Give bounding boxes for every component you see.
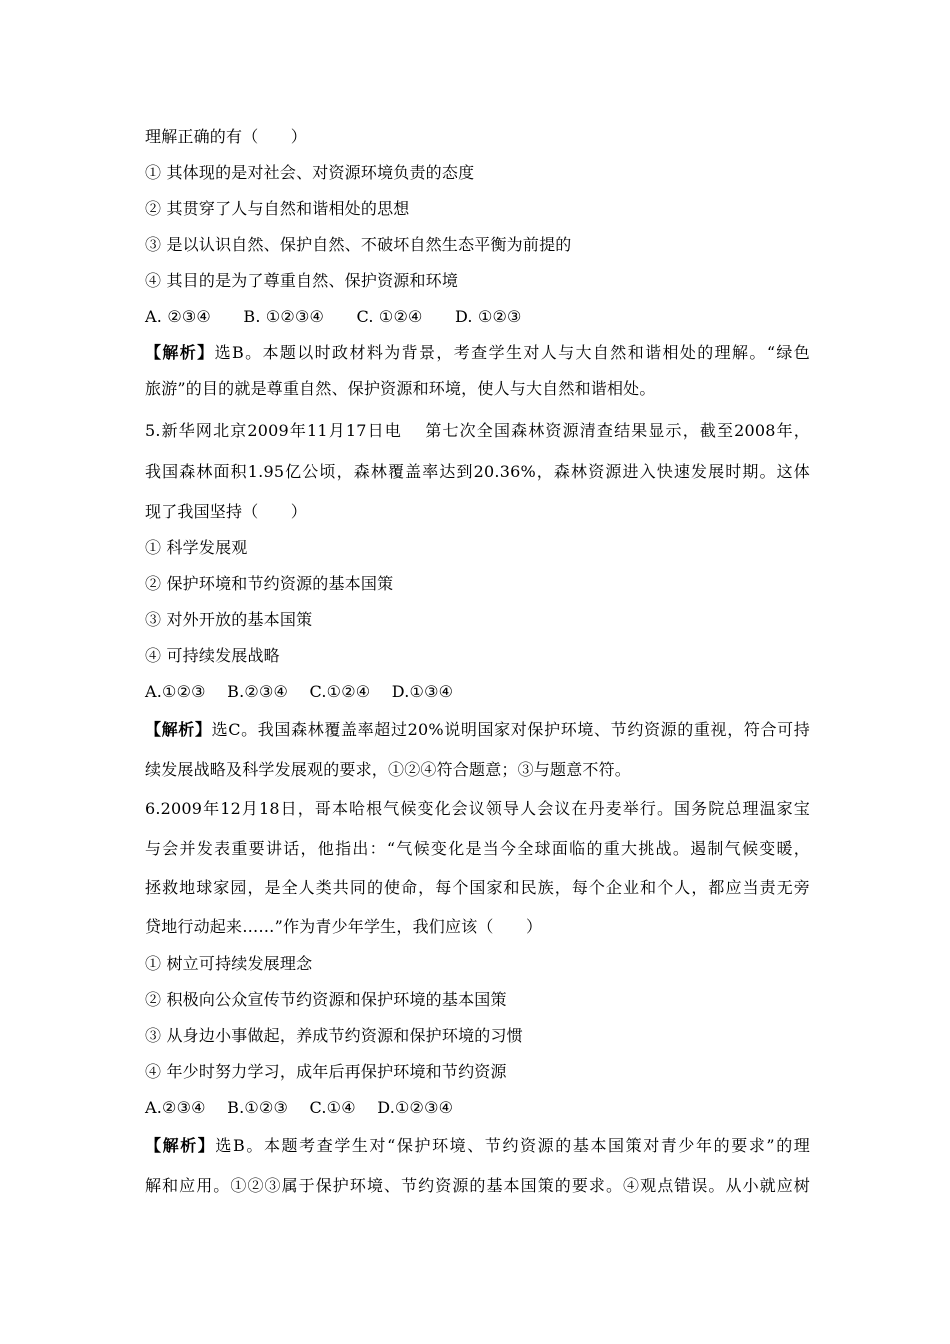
q6-item-3: ③ 从身边小事做起，养成节约资源和保护环境的习惯 xyxy=(145,1026,523,1045)
q6-analysis-line-2: 解和应用。①②③属于保护环境、节约资源的基本国策的要求。④观点错误。从小就应树 xyxy=(145,1176,810,1195)
q6-stem-line-2: 与会并发表重要讲话，他指出：“气候变化是当今全球面临的重大挑战。遏制气候变暖， xyxy=(145,839,810,858)
q4-stem-end: 理解正确的有（ ） xyxy=(145,127,308,146)
q5-item-1: ① 科学发展观 xyxy=(145,538,248,557)
q5-stem-line-2: 我国森林面积1.95亿公顷，森林覆盖率达到20.36%，森林资源进入快速发展时期。这体 xyxy=(145,462,810,481)
analysis-label: 【解析】 xyxy=(145,1136,216,1155)
q6-analysis-line-1: 【解析】选B。本题考查学生对“保护环境、节约资源的基本国策对青少年的要求”的理 xyxy=(145,1136,810,1155)
q4-item-1: ① 其体现的是对社会、对资源环境负责的态度 xyxy=(145,163,475,182)
q4-options: A. ②③④ B. ①②③④ C. ①②④ D. ①②③ xyxy=(145,307,522,326)
q5-options: A.①②③ B.②③④ C.①②④ D.①③④ xyxy=(145,682,454,701)
q5-analysis-line-1: 【解析】选C。我国森林覆盖率超过20%说明国家对保护环境、节约资源的重视，符合可持 xyxy=(145,720,810,739)
q4-item-2: ② 其贯穿了人与自然和谐相处的思想 xyxy=(145,199,410,218)
q6-options: A.②③④ B.①②③ C.①④ D.①②③④ xyxy=(145,1098,454,1117)
q4-analysis-line-1: 【解析】选B。本题以时政材料为背景，考查学生对人与大自然和谐相处的理解。“绿色 xyxy=(145,343,810,362)
q5-stem-line-1: 5.新华网北京2009年11月17日电 第七次全国森林资源清查结果显示，截至2008年， xyxy=(145,421,810,440)
analysis-label: 【解析】 xyxy=(145,343,215,362)
q4-item-4: ④ 其目的是为了尊重自然、保护资源和环境 xyxy=(145,271,459,290)
q5-item-3: ③ 对外开放的基本国策 xyxy=(145,610,313,629)
q6-stem-line-3: 拯救地球家园，是全人类共同的使命，每个国家和民族，每个企业和个人，都应当责无旁 xyxy=(145,878,810,897)
q4-item-3: ③ 是以认识自然、保护自然、不破坏自然生态平衡为前提的 xyxy=(145,235,572,254)
q6-stem-line-4: 贷地行动起来……”作为青少年学生，我们应该（ ） xyxy=(145,917,543,936)
q5-stem-line-3: 现了我国坚持（ ） xyxy=(145,502,308,521)
q6-item-4: ④ 年少时努力学习，成年后再保护环境和节约资源 xyxy=(145,1062,507,1081)
q6-stem-line-1: 6.2009年12月18日，哥本哈根气候变化会议领导人会议在丹麦举行。国务院总理温家宝 xyxy=(145,799,810,818)
q6-item-1: ① 树立可持续发展理念 xyxy=(145,954,313,973)
q5-item-2: ② 保护环境和节约资源的基本国策 xyxy=(145,574,394,593)
analysis-label: 【解析】 xyxy=(145,720,212,739)
q5-analysis-line-2: 续发展战略及科学发展观的要求，①②④符合题意；③与题意不符。 xyxy=(145,760,632,779)
q5-item-4: ④ 可持续发展战略 xyxy=(145,646,280,665)
q6-item-2: ② 积极向公众宣传节约资源和保护环境的基本国策 xyxy=(145,990,507,1009)
q4-analysis-line-2: 旅游”的目的就是尊重自然、保护资源和环境，使人与大自然和谐相处。 xyxy=(145,379,656,398)
